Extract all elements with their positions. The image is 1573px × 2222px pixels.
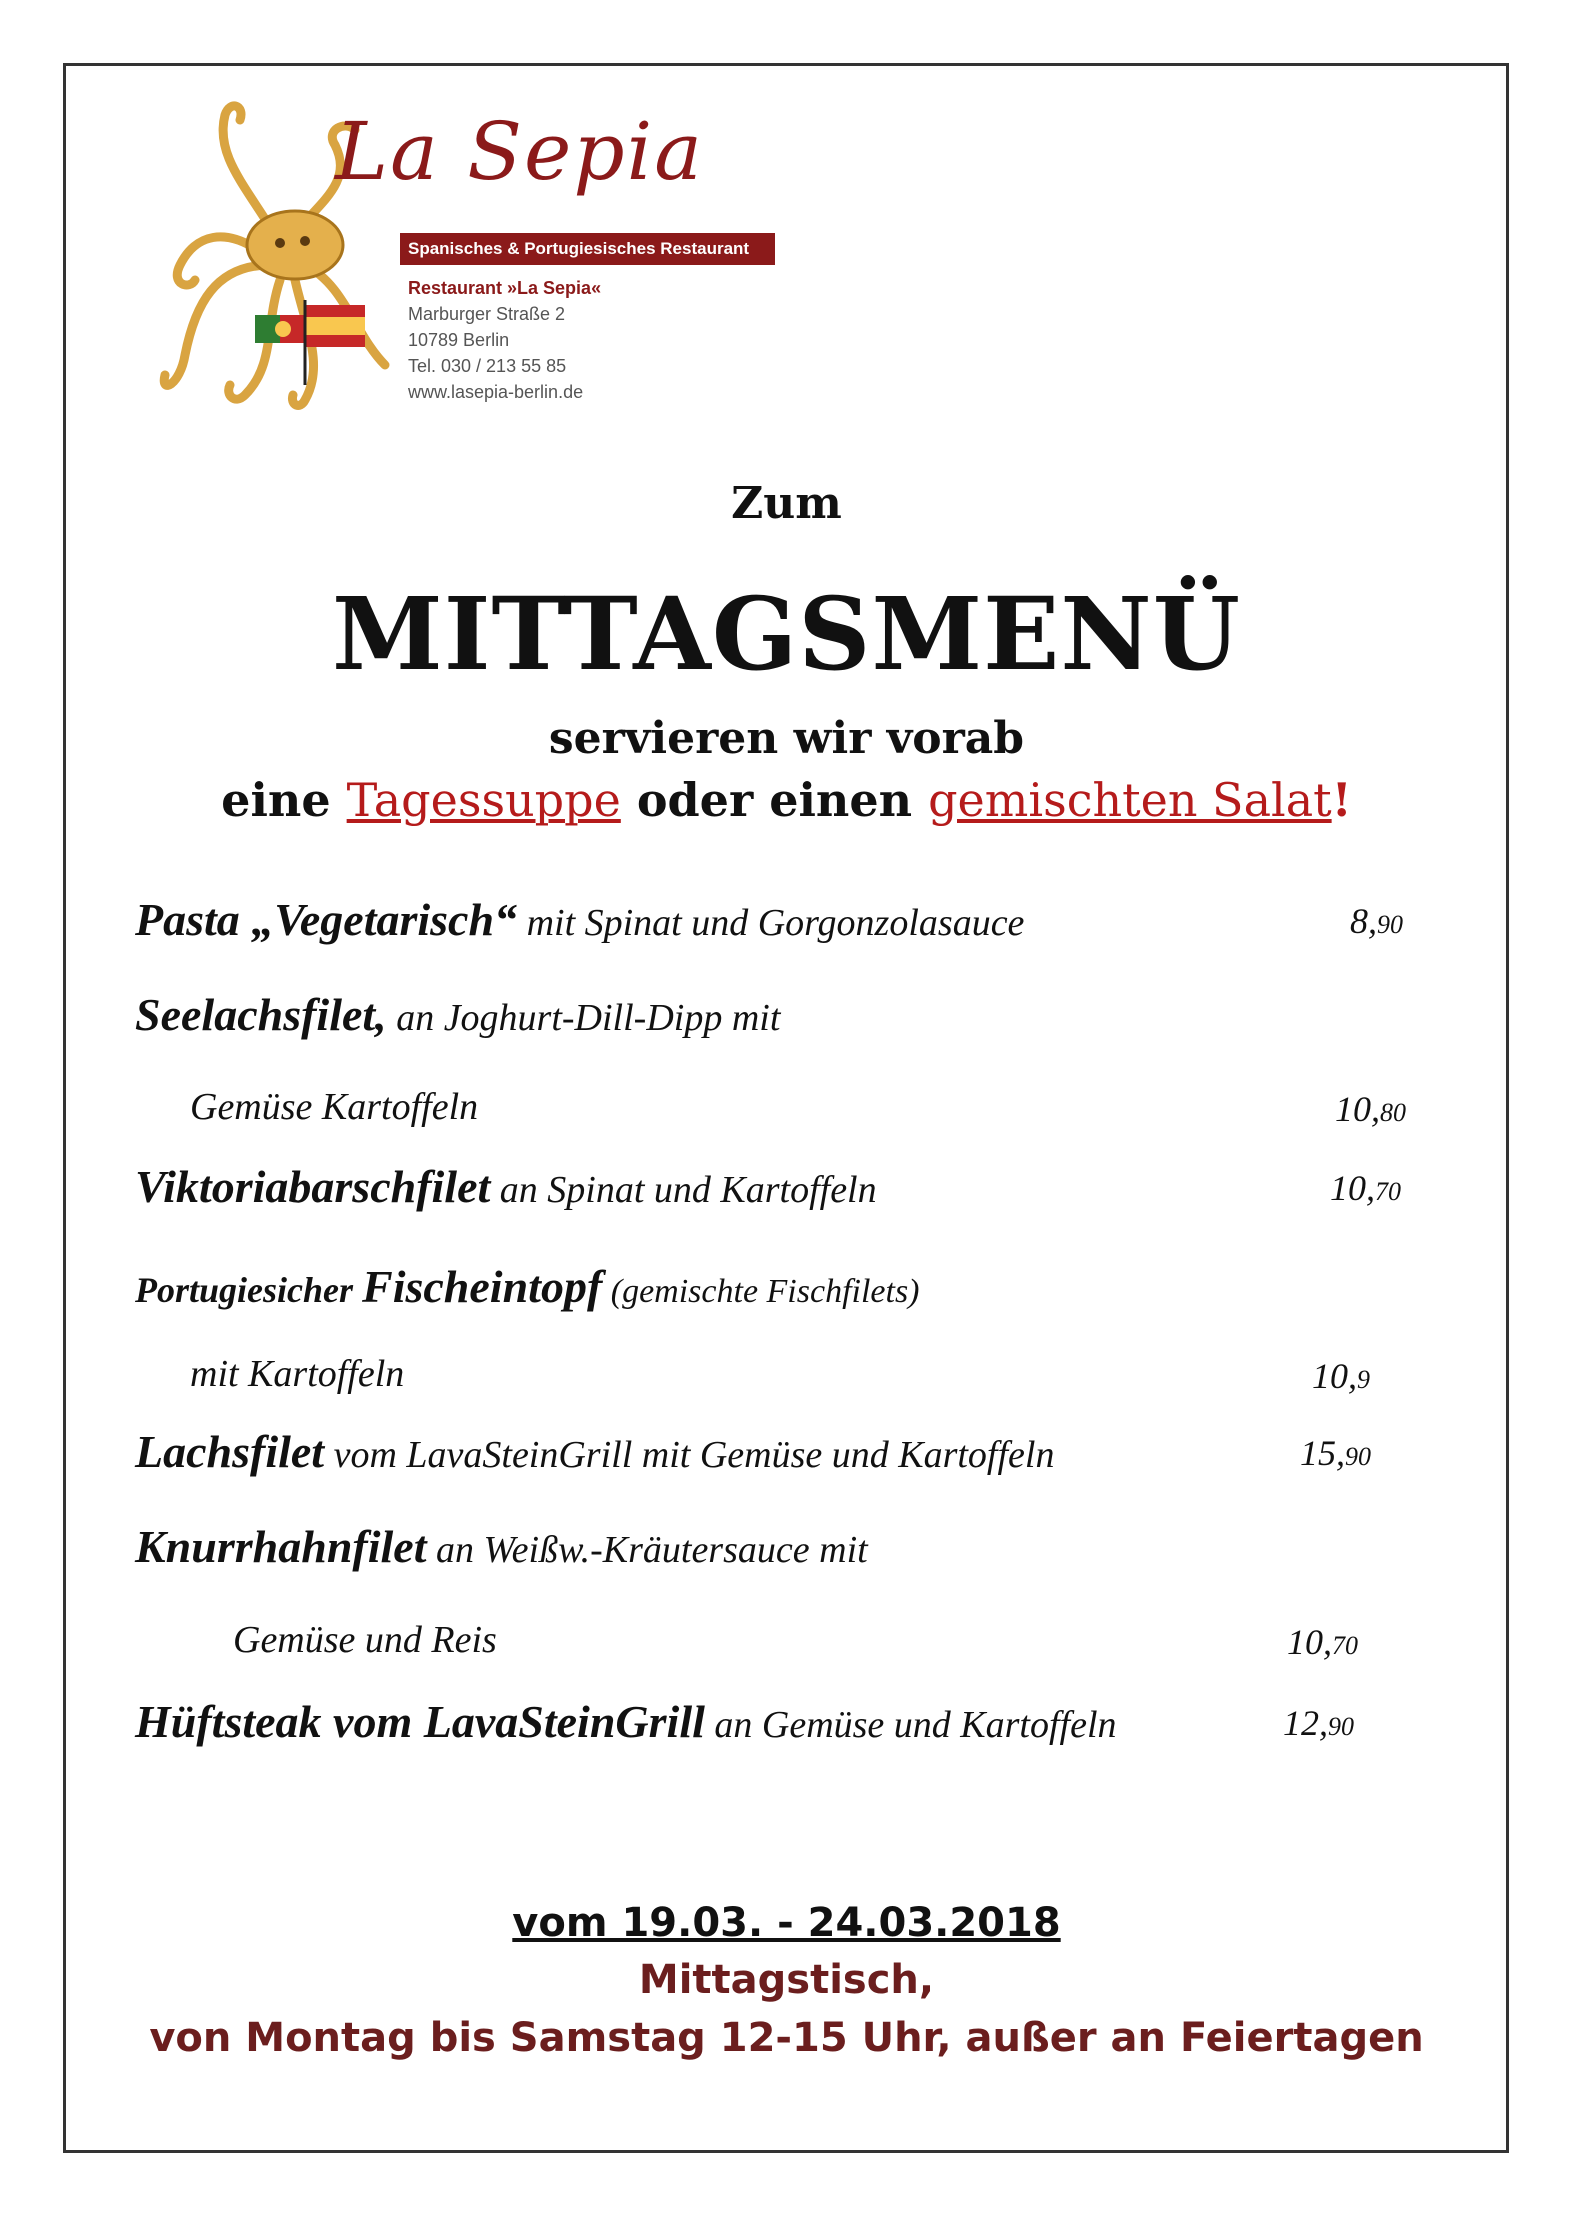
menu-item-continuation — [190, 1352, 404, 1396]
dish-description: vom LavaSteinGrill mit Gemüse und Kartoffeln — [324, 1434, 1055, 1476]
opening-hours: von Montag bis Samstag 12-15 Uhr, außer an Feiertagen — [149, 2015, 1424, 2061]
address-website: www.lasepia-berlin.de — [408, 382, 584, 402]
price-cents: 90 — [1377, 910, 1403, 939]
menu-item-continuation — [233, 1618, 497, 1662]
dish-price — [1350, 900, 1403, 942]
price-cents: 70 — [1332, 1631, 1358, 1660]
address-street: Marburger Straße 2 — [408, 304, 566, 324]
dish-description: Gemüse Kartoffeln — [190, 1086, 479, 1128]
menu-item — [135, 1425, 1054, 1478]
price-main: 10, — [1335, 1089, 1380, 1129]
dish-description: Gemüse und Reis — [233, 1619, 497, 1661]
menu-item — [135, 1695, 1117, 1748]
dish-description: an Weißw.-Kräutersauce mit — [426, 1529, 868, 1571]
price-main: 10, — [1287, 1622, 1332, 1662]
logo-wordmark: La Sepia — [335, 105, 704, 198]
starter-pre: eine — [221, 773, 347, 827]
dish-name: Knurrhahnfilet — [135, 1521, 427, 1572]
price-cents: 9 — [1357, 1365, 1370, 1394]
dish-description: mit Kartoffeln — [190, 1353, 405, 1395]
dish-name: Lachsfilet — [135, 1426, 325, 1477]
page-title: MITTAGSMENÜ — [332, 575, 1241, 693]
price-cents: 70 — [1375, 1177, 1401, 1206]
dish-prefix: Portugiesicher — [135, 1270, 363, 1310]
dish-price — [1283, 1702, 1354, 1744]
price-main: 10, — [1330, 1168, 1375, 1208]
address-name: Restaurant »La Sepia« — [408, 278, 602, 298]
menu-item — [135, 1260, 920, 1313]
dish-price — [1300, 1432, 1371, 1474]
validity-dates: vom 19.03. - 24.03.2018 — [512, 1900, 1061, 1946]
menu-item-continuation — [190, 1085, 478, 1129]
exclamation: ! — [1331, 773, 1352, 827]
menu-item — [135, 988, 780, 1041]
menu-item — [135, 893, 1024, 946]
dish-description: an Spinat und Kartoffeln — [490, 1169, 877, 1211]
dish-description: mit Spinat und Gorgonzolasauce — [517, 902, 1025, 944]
starter-mid: oder einen — [620, 773, 929, 827]
dish-price — [1335, 1088, 1406, 1130]
price-main: 10, — [1312, 1356, 1357, 1396]
dish-price — [1287, 1621, 1358, 1663]
logo-tagline: Spanisches & Portugiesisches Restaurant — [400, 233, 775, 265]
salad-text: gemischten Salat — [928, 773, 1332, 827]
dish-price — [1330, 1167, 1401, 1209]
price-main: 15, — [1300, 1433, 1345, 1473]
dish-description: an Joghurt-Dill-Dipp mit — [386, 997, 781, 1039]
soup-text: Tagessuppe — [346, 773, 621, 827]
restaurant-address — [408, 275, 601, 405]
heading-zum: Zum — [731, 478, 842, 529]
price-cents: 90 — [1328, 1712, 1354, 1741]
price-cents: 90 — [1345, 1442, 1371, 1471]
heading-serve: servieren wir vorab — [548, 713, 1025, 764]
dish-description: an Gemüse und Kartoffeln — [704, 1704, 1117, 1746]
dish-price — [1312, 1355, 1370, 1397]
heading-starter — [0, 773, 1573, 827]
menu-item — [135, 1160, 877, 1213]
dish-name: Hüftsteak vom LavaSteinGrill — [135, 1696, 705, 1747]
price-main: 8, — [1350, 901, 1377, 941]
menu-item — [135, 1520, 868, 1573]
dish-name: Seelachsfilet, — [135, 989, 387, 1040]
restaurant-logo — [155, 95, 795, 415]
price-cents: 80 — [1380, 1098, 1406, 1127]
price-main: 12, — [1283, 1703, 1328, 1743]
dish-name: Fischeintopf — [362, 1261, 603, 1312]
dish-description: (gemischte Fischfilets) — [602, 1273, 920, 1310]
address-city: 10789 Berlin — [408, 330, 510, 350]
dish-name: Viktoriabarschfilet — [135, 1161, 491, 1212]
lunch-label: Mittagstisch, — [638, 1957, 935, 2003]
dish-name: Pasta „Vegetarisch“ — [135, 894, 518, 945]
address-phone: Tel. 030 / 213 55 85 — [408, 356, 567, 376]
